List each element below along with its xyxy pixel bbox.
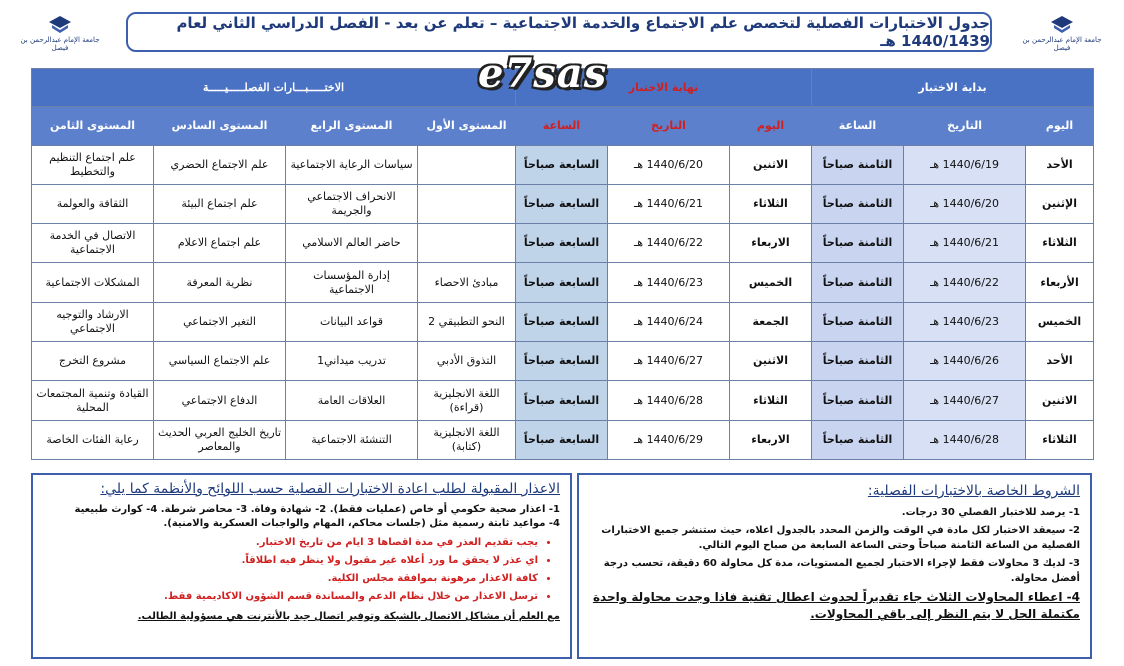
level-4-subject: الانحراف الاجتماعي والجريمة — [286, 184, 418, 223]
level-1-subject: النحو التطبيقي 2 — [418, 302, 516, 341]
level-8-subject: المشكلات الاجتماعية — [32, 263, 154, 302]
end-day: الثلاثاء — [730, 184, 812, 223]
end-date: 1440/6/27 هـ — [608, 342, 730, 381]
end-day: الثلاثاء — [730, 381, 812, 420]
end-time: السابعة صباحاً — [516, 342, 608, 381]
level-4-subject: حاضر العالم الاسلامي — [286, 224, 418, 263]
end-time: السابعة صباحاً — [516, 420, 608, 459]
start-date: 1440/6/21 هـ — [904, 224, 1026, 263]
col-end-time: الساعة — [516, 107, 608, 145]
end-time: السابعة صباحاً — [516, 145, 608, 184]
level-4-subject: قواعد البيانات — [286, 302, 418, 341]
level-8-subject: الارشاد والتوجيه الاجتماعي — [32, 302, 154, 341]
condition-item: 1- يرصد للاختبار الفصلي 30 درجات. — [901, 507, 1080, 518]
level-4-subject: سياسات الرعاية الاجتماعية — [286, 145, 418, 184]
start-date: 1440/6/27 هـ — [904, 381, 1026, 420]
start-header: بداية الاختبار — [812, 69, 1094, 107]
end-day: الاربعاء — [730, 224, 812, 263]
level-6-subject: علم اجتماع الاعلام — [154, 224, 286, 263]
end-time: السابعة صباحاً — [516, 381, 608, 420]
level-8-subject: القيادة وتنمية المجتمعات المحلية — [32, 381, 154, 420]
excuses-title: الاعذار المقبولة لطلب اعادة الاختبارات الفصلية حسب اللوائح والأنظمة كما يلي: — [100, 481, 560, 497]
start-time: الثامنة صباحاً — [812, 302, 904, 341]
start-date: 1440/6/20 هـ — [904, 184, 1026, 223]
end-day: الاثنين — [730, 145, 812, 184]
level-6-subject: التغير الاجتماعي — [154, 302, 286, 341]
start-time: الثامنة صباحاً — [812, 224, 904, 263]
university-logo-icon — [47, 14, 73, 36]
condition-item: 2- سيعقد الاختبار لكل مادة في الوقت والزمن المحدد بالجدول اعلاه، حيث ستنشر جميع الاختبارات الفصلية من الساعة الثامنة صباحاً وحتى الساعة السابعة من صباح اليوم التالي. — [601, 525, 1080, 551]
start-day: الأحد — [1026, 342, 1094, 381]
col-start-time: الساعة — [812, 107, 904, 145]
excuse-rule: • كافة الاعذار مرهونة بموافقة مجلس الكلية. — [43, 570, 538, 588]
end-day: الخميس — [730, 263, 812, 302]
level-8-subject: علم اجتماع التنظيم والتخطيط — [32, 145, 154, 184]
university-logo-left — [14, 14, 106, 54]
level-6-subject: الدفاع الاجتماعي — [154, 381, 286, 420]
start-day: الأربعاء — [1026, 263, 1094, 302]
level-1-subject — [418, 145, 516, 184]
conditions-title: الشروط الخاصة بالاختبارات الفصلية: — [867, 483, 1080, 499]
logo-text: جامعة الإمام عبدالرحمن بن فيصل — [20, 36, 100, 52]
table-row — [32, 184, 1094, 223]
start-date: 1440/6/19 هـ — [904, 145, 1026, 184]
table-row — [32, 263, 1094, 302]
start-day: الخميس — [1026, 302, 1094, 341]
level-8-subject: مشروع التخرج — [32, 342, 154, 381]
level-6-subject: نظرية المعرفة — [154, 263, 286, 302]
col-start-date: التاريخ — [904, 107, 1026, 145]
col-start-day: اليوم — [1026, 107, 1094, 145]
table-row — [32, 145, 1094, 184]
start-date: 1440/6/23 هـ — [904, 302, 1026, 341]
level-1-subject: مبادئ الاحصاء — [418, 263, 516, 302]
table-row — [32, 342, 1094, 381]
level-6-subject: تاريخ الخليج العربي الحديث والمعاصر — [154, 420, 286, 459]
level-6-subject: علم اجتماع البيئة — [154, 184, 286, 223]
level-1-subject: اللغة الانجليزية (كتابة) — [418, 420, 516, 459]
university-logo-right — [1016, 14, 1108, 54]
start-day: الأحد — [1026, 145, 1094, 184]
end-time: السابعة صباحاً — [516, 184, 608, 223]
end-header: نهاية الاختبار — [516, 69, 812, 107]
start-day: الإثنين — [1026, 184, 1094, 223]
condition-item: 4- اعطاء المحاولات الثلاث جاء تقديراً لحدوث اعطال تقنية فاذا وجدت محاولة واحدة مكتملة الحل لا يتم النظر إلى باقي المحاولات. — [592, 590, 1080, 621]
col-level-6: المستوى السادس — [154, 107, 286, 145]
table-row — [32, 381, 1094, 420]
col-level-4: المستوى الرابع — [286, 107, 418, 145]
start-day: الثلاثاء — [1026, 224, 1094, 263]
excuse-rule: • يجب تقديم العذر في مدة اقصاها 3 ايام من تاريخ الاختبار. — [43, 534, 538, 552]
end-date: 1440/6/29 هـ — [608, 420, 730, 459]
exam-schedule-table — [31, 68, 1094, 460]
university-logo-icon — [1049, 14, 1075, 36]
level-8-subject: رعاية الفئات الخاصة — [32, 420, 154, 459]
end-date: 1440/6/20 هـ — [608, 145, 730, 184]
end-time: السابعة صباحاً — [516, 263, 608, 302]
excuse-rule: • ترسل الاعذار من خلال نظام الدعم والمساندة قسم الشؤون الاكاديمية فقط. — [43, 588, 538, 606]
watermark: e7sas — [478, 50, 608, 97]
col-level-8: المستوى الثامن — [32, 107, 154, 145]
start-day: الثلاثاء — [1026, 420, 1094, 459]
col-end-date: التاريخ — [608, 107, 730, 145]
start-time: الثامنة صباحاً — [812, 420, 904, 459]
end-date: 1440/6/21 هـ — [608, 184, 730, 223]
level-4-subject: التنشئة الاجتماعية — [286, 420, 418, 459]
level-8-subject: الاتصال في الخدمة الاجتماعية — [32, 224, 154, 263]
level-6-subject: علم الاجتماع السياسي — [154, 342, 286, 381]
end-date: 1440/6/24 هـ — [608, 302, 730, 341]
start-time: الثامنة صباحاً — [812, 145, 904, 184]
start-time: الثامنة صباحاً — [812, 184, 904, 223]
end-day: الاثنين — [730, 342, 812, 381]
start-time: الثامنة صباحاً — [812, 342, 904, 381]
condition-item: 3- لديك 3 محاولات فقط لإجراء الاختبار لجميع المستويات، مدة كل محاولة 60 دقيقة، تحسب درجة أفضل محاولة. — [603, 558, 1080, 584]
col-level-1: المستوى الأول — [418, 107, 516, 145]
network-note: مع العلم أن مشاكل الاتصال بالشبكة وتوفير اتصال جيد بالأنترنت هي مسؤولية الطالب. — [137, 611, 560, 622]
table-row — [32, 224, 1094, 263]
excuse-line: 1- اعذار صحية حكومي أو خاص (عمليات فقط). 2- شهادة وفاة. 3- محاضر شرطة. 4- كوارث طبيعية — [74, 504, 560, 515]
level-4-subject: تدريب ميداني1 — [286, 342, 418, 381]
end-day: الاربعاء — [730, 420, 812, 459]
end-day: الجمعة — [730, 302, 812, 341]
level-1-subject: اللغة الانجليزية (قراءة) — [418, 381, 516, 420]
end-date: 1440/6/22 هـ — [608, 224, 730, 263]
table-row — [32, 302, 1094, 341]
start-date: 1440/6/26 هـ — [904, 342, 1026, 381]
col-end-day: اليوم — [730, 107, 812, 145]
level-4-subject: إدارة المؤسسات الاجتماعية — [286, 263, 418, 302]
start-time: الثامنة صباحاً — [812, 263, 904, 302]
level-4-subject: العلاقات العامة — [286, 381, 418, 420]
level-6-subject: علم الاجتماع الحضري — [154, 145, 286, 184]
start-time: الثامنة صباحاً — [812, 381, 904, 420]
level-1-subject: التذوق الأدبي — [418, 342, 516, 381]
excuses-box — [31, 473, 572, 659]
table-row — [32, 420, 1094, 459]
excuse-rule: • اي عذر لا يحقق ما ورد أعلاه غير مقبول ولا ينظر فيه اطلاقاً. — [43, 552, 538, 570]
end-date: 1440/6/23 هـ — [608, 263, 730, 302]
main-header: الاختـــــبـــارات الفصلـــــيـــــة — [32, 69, 516, 107]
level-1-subject — [418, 224, 516, 263]
logo-text: جامعة الإمام عبدالرحمن بن فيصل — [1022, 36, 1102, 52]
end-date: 1440/6/28 هـ — [608, 381, 730, 420]
start-date: 1440/6/22 هـ — [904, 263, 1026, 302]
end-time: السابعة صباحاً — [516, 302, 608, 341]
start-day: الاثنين — [1026, 381, 1094, 420]
page-title: جدول الاختبارات الفصلية لتخصص علم الاجتماع والخدمة الاجتماعية – تعلم عن بعد - الفصل الدراسي الثاني لعام 1440/1439 هـ — [126, 12, 992, 52]
level-8-subject: الثقافة والعولمة — [32, 184, 154, 223]
start-date: 1440/6/28 هـ — [904, 420, 1026, 459]
conditions-box — [577, 473, 1092, 659]
excuse-line: 4- مواعيد ثابتة رسمية مثل (جلسات محاكم، المهام والواجبات العسكرية والامنية). — [163, 518, 560, 529]
level-1-subject — [418, 184, 516, 223]
end-time: السابعة صباحاً — [516, 224, 608, 263]
